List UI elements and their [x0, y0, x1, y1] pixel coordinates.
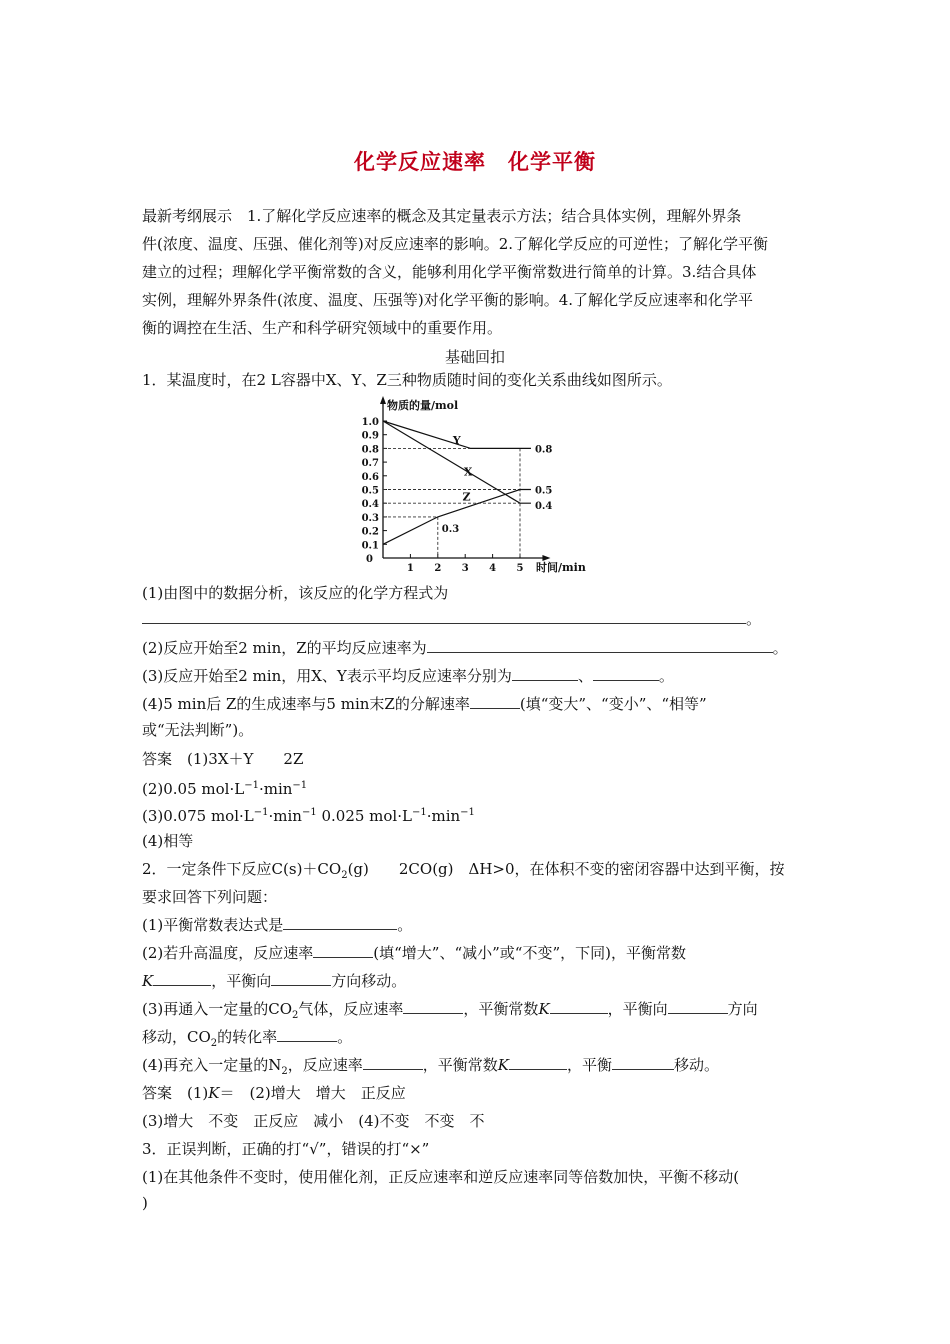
exp: −1 — [460, 807, 475, 818]
y-tick-label: 0.5 — [361, 485, 379, 497]
q1-part2-end: 。 — [772, 639, 788, 657]
q1-answer-1-text: (1)3X＋Y 2Z — [187, 750, 304, 768]
k-symbol: K — [497, 1056, 509, 1074]
q1-answer-2-a: (2)0.05 mol·L — [142, 780, 245, 798]
q1-part3 — [142, 666, 674, 686]
q2-part3-b: 气体，反应速率 — [298, 1000, 404, 1018]
q2-part3-a: (3)再通入一定量的CO — [142, 1000, 293, 1018]
conversion-blank[interactable] — [277, 1027, 337, 1042]
sub: 2 — [292, 1010, 299, 1021]
q2-answer-1 — [142, 1083, 406, 1103]
q1-part4 — [142, 694, 707, 714]
rate-blank[interactable] — [313, 943, 373, 958]
x-tick-label: 1 — [406, 563, 414, 574]
q2-part3 — [142, 999, 758, 1026]
k-symbol: K — [208, 1084, 220, 1102]
rate-blank[interactable] — [403, 999, 463, 1014]
q1-part1-end: 。 — [746, 610, 762, 628]
q2-part4-e: ，平衡 — [567, 1056, 613, 1074]
rate-x-blank[interactable] — [512, 666, 578, 681]
equation-blank[interactable] — [142, 609, 746, 624]
q2-part1-end: 。 — [397, 916, 413, 934]
q1-part3-end: 。 — [658, 667, 674, 685]
outline-line-3: 建立的过程；理解化学平衡常数的含义，能够利用化学平衡常数进行简单的计算。3.结合具体 — [142, 263, 757, 281]
annotation-0-5: 0.5 — [534, 485, 553, 497]
q2-answer-label: 答案 — [142, 1084, 173, 1102]
q2-answer-2: (3)增大 不变 正反应 减小 (4)不变 不变 不 — [142, 1112, 485, 1130]
q2-stem-b: (g) 2CO(g) ΔH>0，在体积不变的密闭容器中达到平衡，按 — [347, 860, 785, 878]
q1-answer-2 — [142, 776, 307, 799]
annotation-0-3: 0.3 — [441, 523, 460, 535]
q1-part4-hint: (填“变大”、“变小”、“相等” — [519, 695, 707, 713]
sub: 2 — [341, 870, 348, 881]
y-tick-label: 0.9 — [361, 430, 379, 442]
k-symbol: K — [538, 1000, 550, 1018]
series-label-y: Y — [452, 434, 461, 448]
k-blank[interactable] — [509, 1055, 567, 1070]
y-tick-label: 0.6 — [361, 471, 379, 483]
q1-part4-cont: 或“无法判断”)。 — [142, 721, 254, 739]
sub: 2 — [210, 1038, 218, 1049]
q1-part3-text: (3)反应开始至2 min，用X、Y表示平均反应速率分别为 — [142, 667, 512, 685]
q2-part3-e: ，平衡向 — [607, 1000, 668, 1018]
x-axis-title: 时间/min — [536, 561, 586, 574]
q2-answer-a: (1) — [187, 1084, 209, 1102]
q1-part3-sep: 、 — [577, 667, 593, 685]
q2-part3-c: ，平衡常数 — [463, 1000, 539, 1018]
rate-blank[interactable] — [363, 1055, 423, 1070]
q1-answer-4: (4)相等 — [142, 832, 194, 850]
q2-part2-cont — [142, 971, 406, 991]
sub: 2 — [281, 1066, 288, 1077]
y-tick-label: 0 — [366, 554, 373, 565]
exp: −1 — [292, 780, 308, 791]
q3-stem: 3．正误判断，正确的打“√”，错误的打“×” — [142, 1140, 430, 1158]
exp: −1 — [301, 807, 317, 818]
q1-answer-3-c: 0.025 mol·L — [316, 807, 412, 825]
x-tick-label: 3 — [461, 563, 469, 574]
q1-part4-text: (4)5 min后 Z的生成速率与5 min末Z的分解速率 — [142, 695, 470, 713]
direction-blank[interactable] — [668, 999, 728, 1014]
q2-part4-a: (4)再充入一定量的N — [142, 1056, 282, 1074]
section-heading: 基础回扣 — [444, 348, 505, 366]
q2-part4-c: ，平衡常数 — [422, 1056, 498, 1074]
q1-answer-1 — [142, 749, 303, 769]
q2-part2-c: 方向移动。 — [331, 972, 407, 990]
exp: −1 — [253, 807, 269, 818]
outline-line-2: 件(浓度、温度、压强、催化剂等)对反应速率的影响。2.了解化学反应的可逆性；了解化学平衡 — [142, 235, 769, 253]
rate-z-blank[interactable] — [427, 638, 773, 653]
q2-stem-1 — [142, 859, 785, 886]
q2-stem-2: 要求回答下列问题： — [142, 888, 278, 906]
q3-item-1-cont: ) — [142, 1194, 148, 1212]
shift-blank[interactable] — [612, 1055, 674, 1070]
outline-line-5: 衡的调控在生活、生产和科学研究领域中的重要作用。 — [142, 319, 503, 337]
y-tick-label: 0.8 — [361, 444, 379, 456]
y-axis-title: 物质的量/mol — [387, 399, 459, 412]
y-tick-label: 1.0 — [361, 417, 379, 428]
q2-part3-g: 移动，CO — [142, 1028, 211, 1046]
q1-answer-3-a: (3)0.075 mol·L — [142, 807, 254, 825]
annotation-0-4: 0.4 — [534, 501, 553, 513]
q2-part4-f: 移动。 — [674, 1056, 720, 1074]
q1-answer-2-b: ·min — [258, 780, 293, 798]
expression-blank[interactable] — [283, 915, 397, 930]
k-blank[interactable] — [153, 971, 211, 986]
y-tick-label: 0.2 — [361, 526, 379, 538]
x-tick-label: 5 — [516, 563, 524, 574]
amount-time-chart — [356, 392, 592, 576]
y-tick-label: 0.4 — [361, 499, 379, 511]
k-symbol: K — [142, 972, 154, 990]
q2-part1 — [142, 915, 412, 935]
compare-blank[interactable] — [470, 694, 520, 709]
q1-part1 — [142, 583, 448, 603]
q2-part2-hint: (填“增大”、“减小”或“不变”，下同)，平衡常数 — [373, 944, 686, 962]
y-tick-label: 0.3 — [361, 512, 379, 524]
exp: −1 — [244, 780, 259, 791]
q2-part2-b: ，平衡向 — [211, 972, 272, 990]
q1-answer-3 — [142, 803, 475, 826]
q2-part3-cont — [142, 1027, 352, 1054]
q1-stem: 1．某温度时，在2 L容器中X、Y、Z三种物质随时间的变化关系曲线如图所示。 — [142, 371, 672, 389]
k-blank[interactable] — [550, 999, 608, 1014]
q2-part3-h: 的转化率 — [217, 1028, 278, 1046]
q3-item-1: (1)在其他条件不变时，使用催化剂，正反应速率和逆反应速率同等倍数加快，平衡不移动( — [142, 1168, 740, 1186]
q2-part3-f: 方向 — [727, 1000, 758, 1018]
q2-answer-c: ＝ (2)增大 增大 正反应 — [219, 1084, 406, 1102]
x-tick-label: 4 — [489, 563, 497, 574]
exp: −1 — [411, 807, 427, 818]
direction-blank[interactable] — [271, 971, 331, 986]
q1-part2-text: (2)反应开始至2 min，Z的平均反应速率为 — [142, 639, 427, 657]
outline-line-4: 实例，理解外界条件(浓度、温度、压强等)对化学平衡的影响。4.了解化学反应速率和化学平 — [142, 291, 754, 309]
y-tick-label: 0.7 — [361, 458, 379, 470]
q2-part1-text: (1)平衡常数表达式是 — [142, 916, 284, 934]
q2-part2-text: (2)若升高温度，反应速率 — [142, 944, 314, 962]
series-label-x: X — [463, 465, 473, 479]
q1-answer-3-d: ·min — [426, 807, 461, 825]
q2-stem-a: 2．一定条件下反应C(s)＋CO — [142, 860, 342, 878]
x-tick-label: 2 — [434, 563, 442, 574]
outline-line-1: 最新考纲展示 1.了解化学反应速率的概念及其定量表示方法；结合具体实例，理解外界条 — [142, 207, 742, 225]
series-label-z: Z — [462, 490, 471, 504]
q1-answer-label: 答案 — [142, 750, 173, 768]
q2-part4-b: ，反应速率 — [287, 1056, 363, 1074]
y-tick-label: 0.1 — [361, 540, 379, 552]
q1-part1-text: (1)由图中的数据分析，该反应的化学方程式为 — [142, 584, 449, 602]
q1-part1-answer-line — [142, 609, 761, 629]
annotation-0-8: 0.8 — [534, 444, 553, 456]
rate-y-blank[interactable] — [593, 666, 659, 681]
q1-part2 — [142, 638, 788, 658]
y-axis-arrow — [380, 396, 386, 404]
q2-part2 — [142, 943, 686, 963]
q1-answer-3-b: ·min — [268, 807, 302, 825]
q2-part4 — [142, 1055, 719, 1082]
page-title: 化学反应速率 化学平衡 — [354, 150, 596, 174]
q2-part3-end: 。 — [337, 1028, 353, 1046]
